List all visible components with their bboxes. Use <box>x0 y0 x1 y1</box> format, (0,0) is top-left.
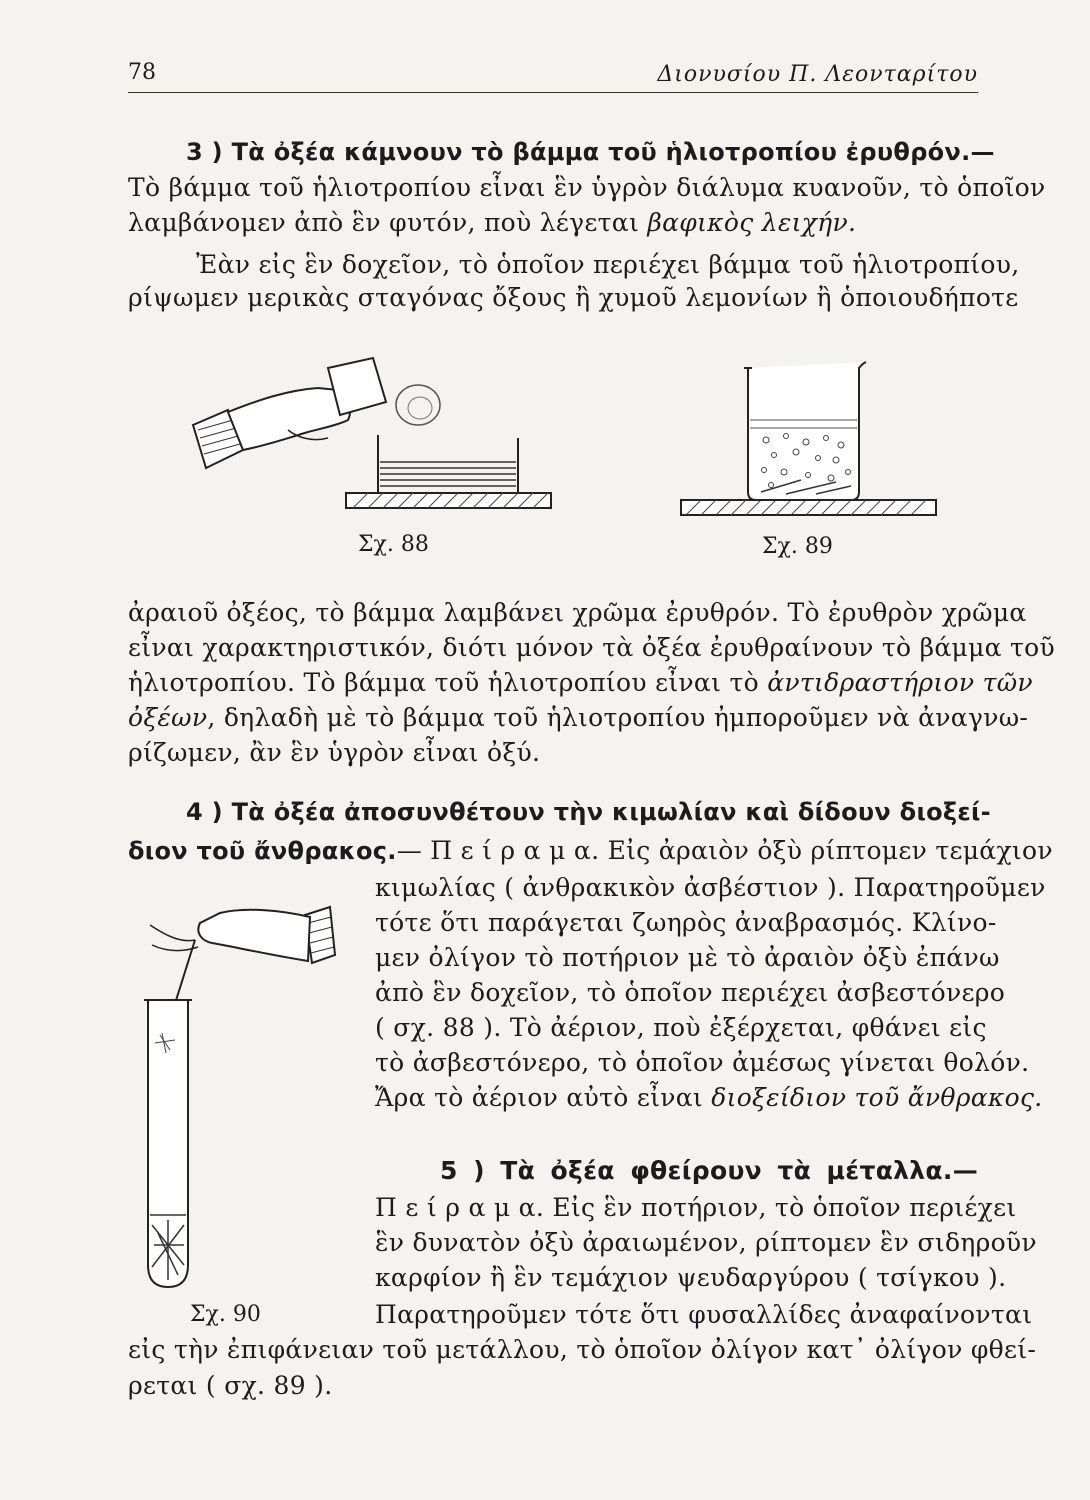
section4-line8 <box>375 1083 1043 1112</box>
section5-heading: 5 ) Τὰ ὀξέα φθείρουν τὰ μέταλλα.— <box>440 1156 978 1185</box>
section4-line2: κιμωλίας ( ἀνθρακικὸν ἀσβέστιον ). Παρατηροῦμεν <box>375 873 1046 902</box>
section3-cont-line1: ἀραιοῦ ὀξέος, τὸ βάμμα λαμβάνει χρῶμα ἐρυθρόν. Τὸ ἐρυθρὸν χρῶμα <box>128 598 1027 627</box>
figure-89-caption: Σχ. 89 <box>762 534 833 559</box>
section3-cont-line3a: ἡλιοτροπίου. Τὸ βάμμα τοῦ ἡλιοτροπίου εἶναι τὸ <box>128 668 768 697</box>
header-rule <box>128 92 978 93</box>
section3-line2a: λαμβάνομεν ἀπὸ ἓν φυτόν, ποὺ λέγεται <box>128 208 648 237</box>
figure-90-caption: Σχ. 90 <box>190 1302 261 1327</box>
section5-line6: ρεται ( σχ. 89 ). <box>128 1371 333 1400</box>
section3-line3: Ἐὰν εἰς ἓν δοχεῖον, τὸ ὁποῖον περιέχει βάμμα τοῦ ἡλιοτροπίου, <box>196 250 1020 279</box>
section5-line5: εἰς τὴν ἐπιφάνειαν τοῦ μετάλλου, τὸ ὁποῖον ὀλίγον κατ᾽ ὀλίγον φθεί- <box>128 1335 1037 1364</box>
section3-line2 <box>128 210 978 235</box>
section3-line1: Τὸ βάμμα τοῦ ἡλιοτροπίου εἶναι ἓν ὑγρὸν διάλυμα κυανοῦν, τὸ ὁποῖον <box>128 173 1046 202</box>
page-number: 78 <box>128 60 156 85</box>
section4-line1: Εἰς ἀραιὸν ὀξὺ ρίπτομεν τεμάχιον <box>599 836 1053 865</box>
figure-89-illustration <box>676 360 946 530</box>
section4-line8a: Ἄρα τὸ ἀέριον αὐτὸ εἶναι <box>375 1083 712 1112</box>
section4-line3: τότε ὅτι παράγεται ζωηρὸς ἀναβρασμός. Κλίνο- <box>375 908 997 937</box>
section3-cont-line3b: ἀντιδραστήριον τῶν <box>767 668 1033 697</box>
section5-line3: καρφίον ἢ ἓν τεμάχιον ψευδαργύρου ( τσίγκου ). <box>375 1263 1007 1292</box>
figure-88-illustration <box>188 350 558 520</box>
section4-heading2: διον τοῦ ἄνθρακος. <box>128 837 397 865</box>
section5-line4: Παρατηροῦμεν τότε ὅτι φυσαλλίδες ἀναφαίνονται <box>375 1300 1033 1329</box>
section4-line6: ( σχ. 88 ). Τὸ ἀέριον, ποὺ ἐξέρχεται, φθάνει εἰς <box>375 1013 987 1042</box>
section5-line1-text: Εἰς ἓν ποτήριον, τὸ ὁποῖον περιέχει <box>544 1193 1017 1222</box>
section4-line4: μεν ὀλίγον τὸ ποτήριον μὲ τὸ ἀραιὸν ὀξὺ ἐπάνω <box>375 943 1000 972</box>
section3-line2b: βαφικὸς λειχήν. <box>647 208 857 237</box>
section5-line1 <box>375 1193 1017 1222</box>
section4-line7: τὸ ἀσβεστόνερο, τὸ ὁποῖον ἀμέσως γίνεται θολόν. <box>375 1048 1030 1077</box>
figure-90-illustration <box>140 895 340 1295</box>
section3-cont-line4b: , δηλαδὴ μὲ τὸ βάμμα τοῦ ἡλιοτροπίου ἠμποροῦμεν νὰ ἀναγνω- <box>207 703 1029 732</box>
section4-heading: 4 ) Τὰ ὀξέα ἀποσυνθέτουν τὴν κιμωλίαν καὶ δίδουν διοξεί- <box>186 798 991 826</box>
section3-heading: 3 ) Τὰ ὀξέα κάμνουν τὸ βάμμα τοῦ ἡλιοτροπίου ἐρυθρόν.— <box>186 138 995 166</box>
section3-cont-line4 <box>128 703 1029 732</box>
figure-88-caption: Σχ. 88 <box>358 532 429 557</box>
section3-cont-line2: εἶναι χαρακτηριστικόν, διότι μόνον τὰ ὀξέα ἐρυθραίνουν τὸ βάμμα τοῦ <box>128 633 1056 662</box>
section3-cont-line4a: ὀξέων <box>128 703 208 732</box>
section5-line2: ἓν δυνατὸν ὀξὺ ἀραιωμένον, ρίπτομεν ἓν σιδηροῦν <box>375 1228 1037 1257</box>
running-title: Διονυσίου Π. Λεονταρίτου <box>657 62 978 87</box>
section3-cont-line5: ρίζωμεν, ἂν ἓν ὑγρὸν εἶναι ὀξύ. <box>128 738 541 767</box>
section4-heading-line2 <box>128 836 1053 865</box>
section4-line5: ἀπὸ ἓν δοχεῖον, τὸ ὁποῖον περιέχει ἀσβεστόνερο <box>375 978 1006 1007</box>
section4-line8b: διοξείδιον τοῦ ἄνθρακος. <box>711 1083 1043 1112</box>
section4-peirama: — Π ε ί ρ α μ α. <box>396 836 600 865</box>
section3-cont-line3 <box>128 668 1033 697</box>
section5-peirama: Π ε ί ρ α μ α. <box>375 1193 545 1222</box>
section3-line4: ρίψωμεν μερικὰς σταγόνας ὄξους ἢ χυμοῦ λεμονίων ἢ ὁποιουδήποτε <box>128 283 1019 312</box>
